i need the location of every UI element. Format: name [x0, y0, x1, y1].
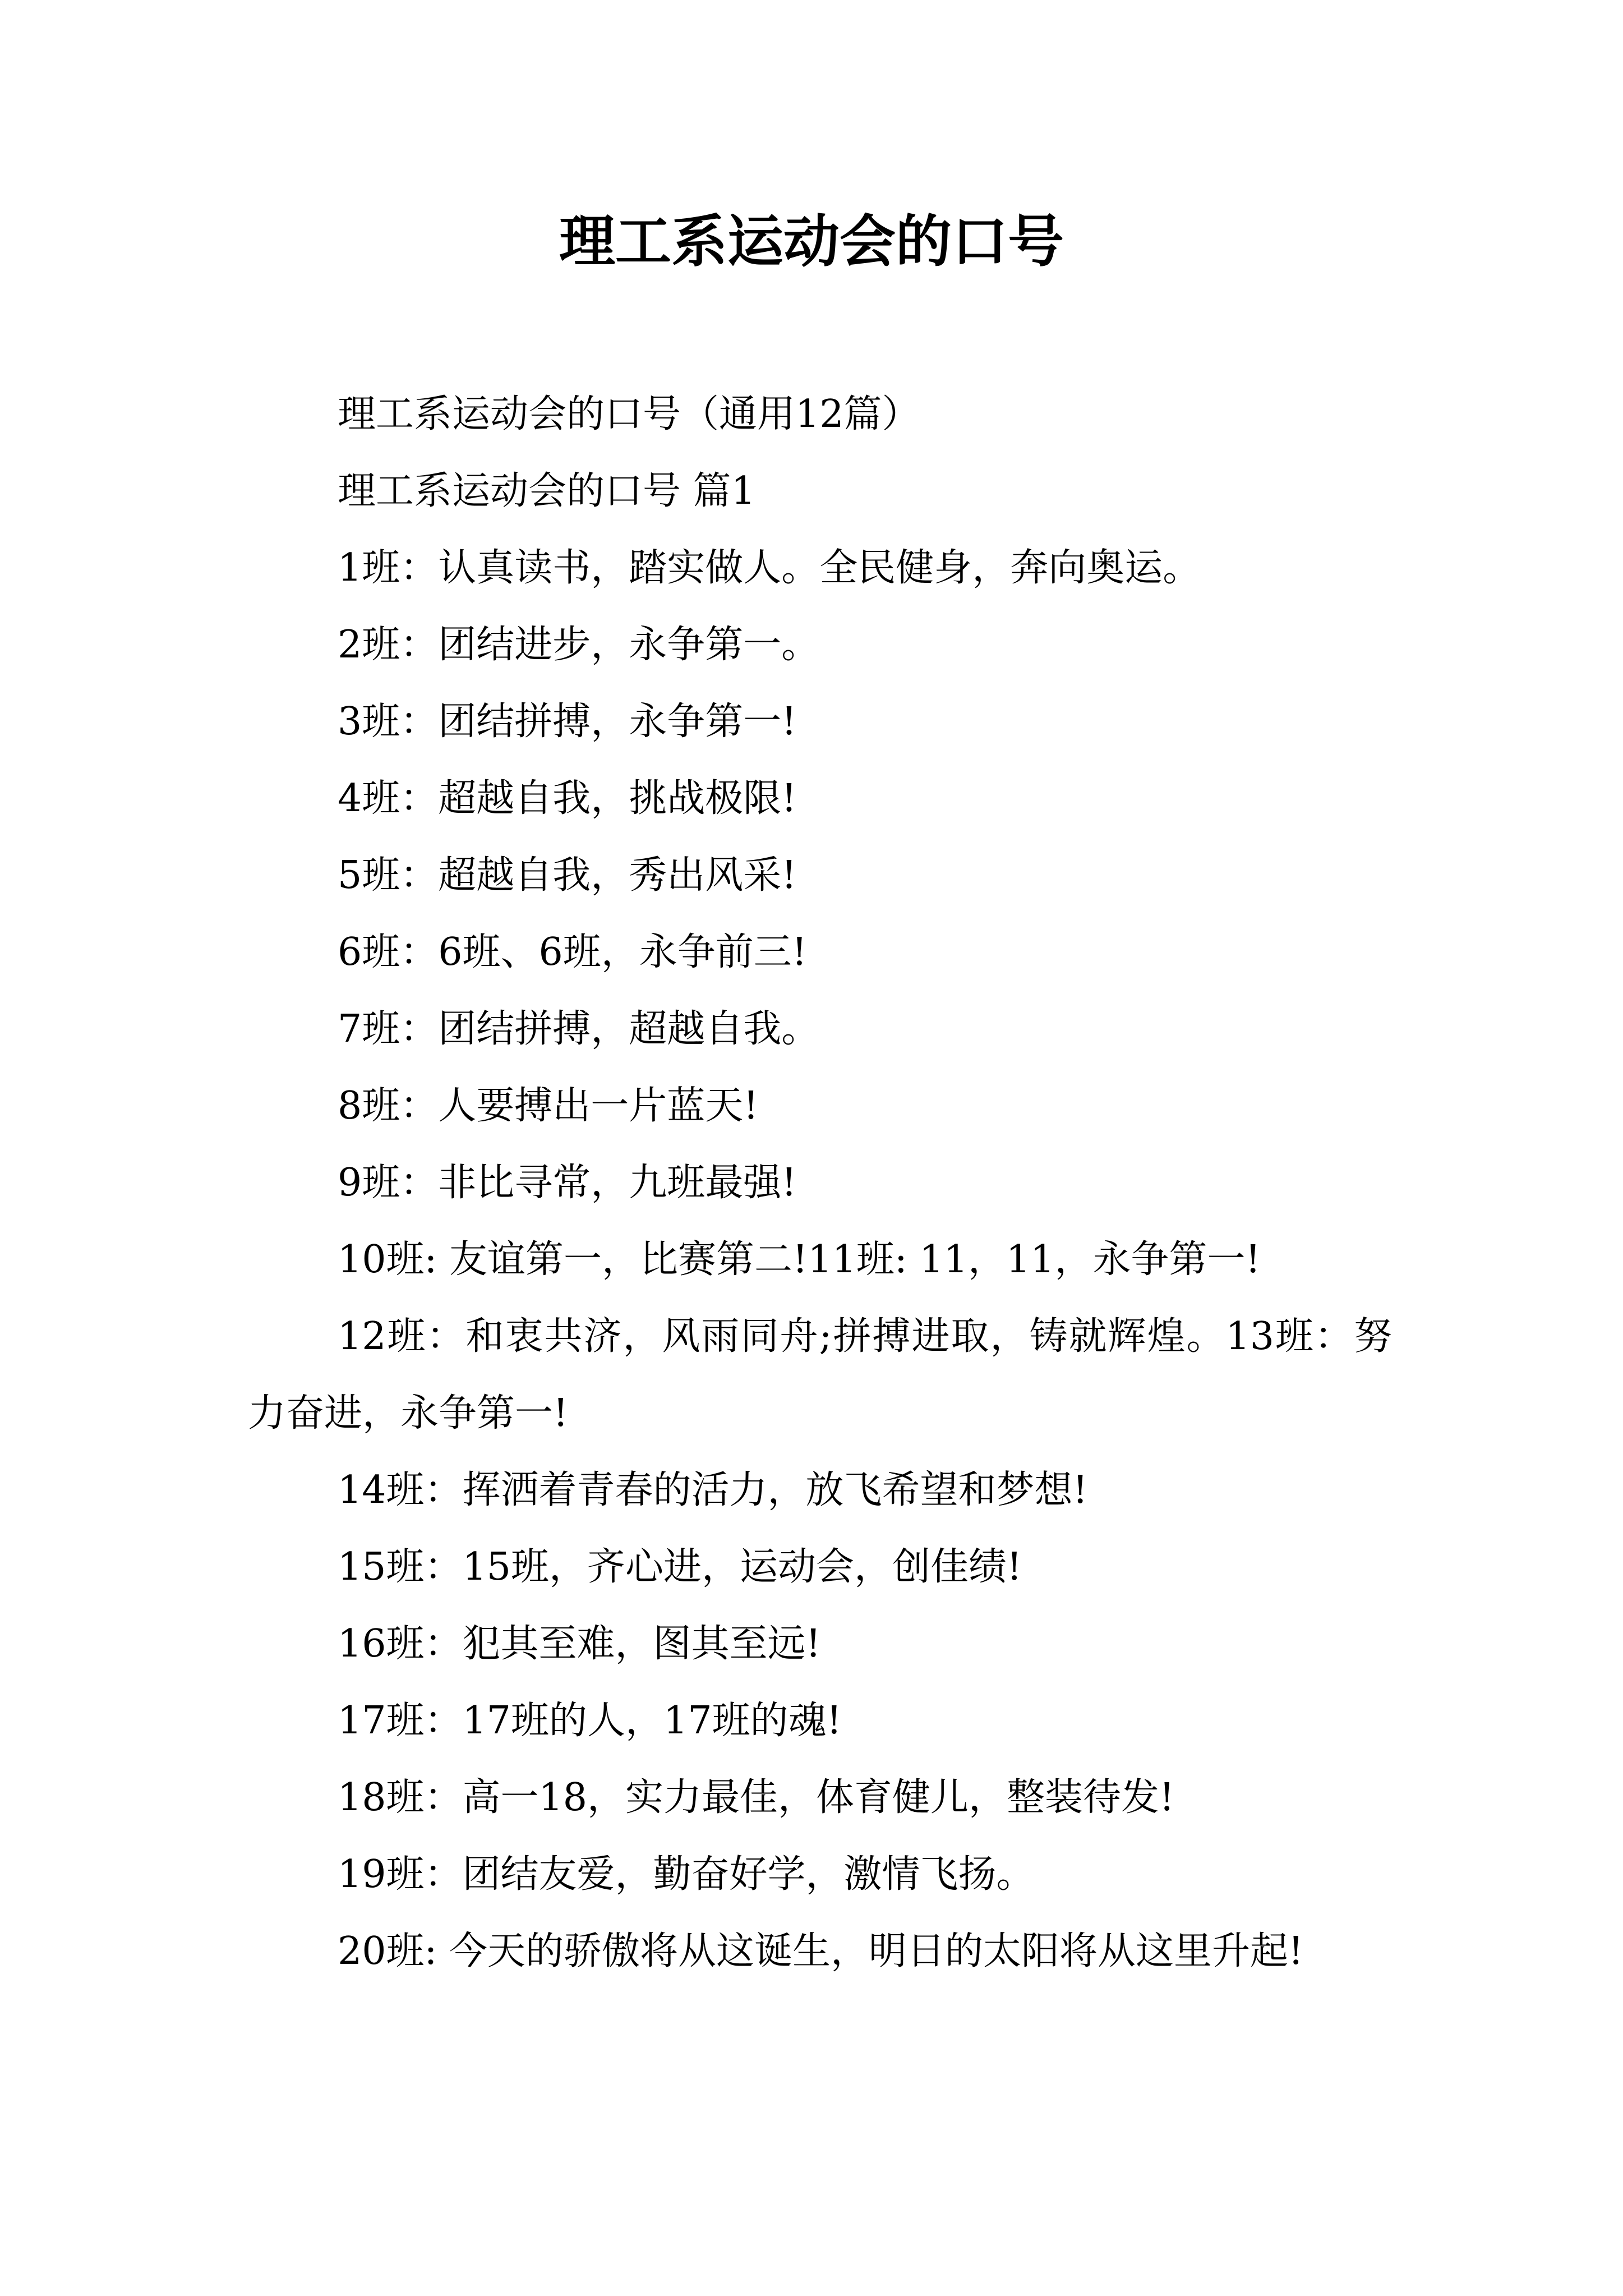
slogan-class-17: 17班：17班的人，17班的魂! — [338, 1699, 842, 1743]
slogan-class-4: 4班：超越自我，挑战极限! — [338, 776, 797, 821]
slogan-class-6: 6班：6班、6班，永争前三! — [338, 930, 808, 974]
section-heading: 理工系运动会的口号 篇1 — [338, 469, 755, 513]
slogan-class-19: 19班：团结友爱，勤奋好学，激情飞扬。 — [338, 1852, 1035, 1897]
slogan-class-9: 9班：非比寻常，九班最强! — [338, 1161, 797, 1205]
slogan-class-7: 7班：团结拼搏，超越自我。 — [338, 1007, 820, 1051]
slogan-class-18: 18班：高一18，实力最佳，体育健儿，整装待发! — [338, 1775, 1175, 1820]
slogan-class-3: 3班：团结拼搏，永争第一! — [338, 700, 797, 744]
slogan-class-8: 8班：人要搏出一片蓝天! — [338, 1084, 759, 1128]
slogan-class-16: 16班：犯其至难，图其至远! — [338, 1622, 821, 1666]
slogan-class-12-13: 12班：和衷共济，风雨同舟;拼搏进取，铸就辉煌。13班：努力奋进，永争第一! — [248, 1314, 1392, 1435]
slogan-class-2: 2班：团结进步，永争第一。 — [338, 623, 820, 667]
slogan-class-20: 20班: 今天的骄傲将从这诞生，明日的太阳将从这里升起! — [338, 1929, 1304, 1973]
subtitle-paragraph: 理工系运动会的口号（通用12篇） — [338, 392, 920, 436]
slogan-class-1: 1班：认真读书，踏实做人。全民健身，奔向奥运。 — [338, 546, 1201, 590]
document-body — [248, 376, 1392, 1990]
slogan-class-15: 15班：15班，齐心进，运动会，创佳绩! — [338, 1545, 1022, 1589]
slogan-class-14: 14班：挥洒着青春的活力，放飞希望和梦想! — [338, 1468, 1088, 1512]
slogan-class-10-11: 10班: 友谊第一，比赛第二!11班: 11，11，永争第一! — [338, 1237, 1261, 1282]
document-title: 理工系运动会的口号 — [559, 208, 1064, 274]
slogan-class-5: 5班：超越自我，秀出风采! — [338, 853, 797, 898]
